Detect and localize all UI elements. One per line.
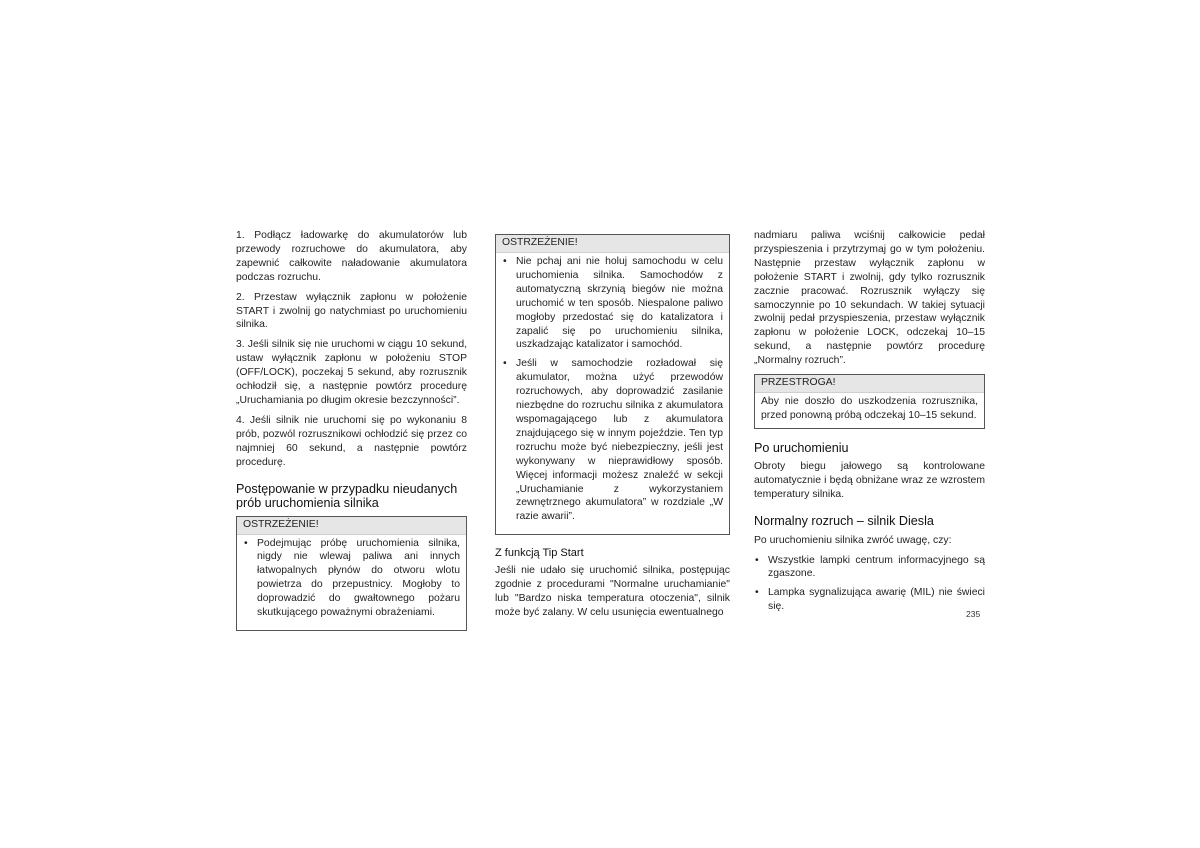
- column-middle: [495, 232, 730, 626]
- section-heading-failed-start: Postępowanie w przypadku nieudanych prób uruchomienia silnika: [236, 481, 458, 510]
- column-right: [754, 229, 985, 619]
- caution-body: Aby nie doszło do uszkodzenia rozrusznika, przed ponowną próbą odczekaj 10–15 sekund.: [761, 396, 978, 421]
- section-heading-diesel: Normalny rozruch – silnik Diesla: [754, 514, 934, 529]
- subheading-tip-start: Z funkcją Tip Start: [495, 547, 584, 560]
- warning-title: OSTRZEŻENIE!: [496, 235, 729, 253]
- diesel-intro: Po uruchomieniu silnika zwróć uwagę, czy:: [754, 534, 952, 546]
- after-start-paragraph: Obroty biegu jałowego są kontrolowane automatycznie i będą obniżane wraz ze wzrostem temperatury silnika.: [754, 461, 985, 501]
- warning-item: • Jeśli w samochodzie rozładował się akumulator, można użyć przewodów rozruchowych, aby doprowadzić zasilanie niezbędne do rozruchu silnika z akumulatora wspomagającego lub z akumulatora znajdującego się w innym pojeździe. Ten typ rozruchu może być niebezpieczny, jeśli jest wykonywany w nieprawidłowy sposób. Więcej informacji możesz znaleźć w sekcji „Uruchamianie z wykorzystaniem zewnętrznego akumulatora” w rozdziale „W razie awarii”.: [502, 357, 723, 524]
- step-1: 1. Podłącz ładowarkę do akumulatorów lub przewody rozruchowe do akumulatora, aby zapewnić całkowite naładowanie akumulatora podczas rozruchu.: [236, 230, 467, 283]
- caution-box: [754, 374, 985, 429]
- step-4: 4. Jeśli silnik nie uruchomi się po wykonaniu 8 prób, pozwól rozrusznikowi ochłodzić się przez co najmniej 60 sekund, a następnie powtórz procedurę.: [236, 414, 467, 468]
- page-number: 235: [966, 609, 981, 619]
- tip-start-paragraph: Jeśli nie udało się uruchomić silnika, postępując zgodnie z procedurami "Normalne uruchamianie" lub "Bardzo niska temperatura otoczenia", silnik może być zalany. W celu usunięcia ewentualnego: [495, 565, 730, 618]
- warning-list: [502, 255, 723, 524]
- checklist-item: • Wszystkie lampki centrum informacyjnego są zgaszone.: [754, 554, 985, 582]
- warning-box-towing: [495, 234, 730, 535]
- warning-box-fuel: [236, 516, 467, 631]
- step-3: 3. Jeśli silnik się nie uruchomi w ciągu 10 sekund, ustaw wyłącznik zapłonu w położeniu STOP (OFF/LOCK), poczekaj 5 sekund, aby rozrusznik ochłodził się, a następnie powtórz procedurę „Uruchamiania po długim okresie bezczynności”.: [236, 339, 467, 406]
- diesel-checklist: [754, 554, 985, 615]
- section-heading-after-start: Po uruchomieniu: [754, 440, 849, 455]
- warning-title: OSTRZEŻENIE!: [237, 517, 466, 535]
- warning-list: [243, 537, 460, 620]
- continued-paragraph: nadmiaru paliwa wciśnij całkowicie pedał przyspieszenia i przytrzymaj go w tym położeniu. Następnie przestaw wyłącznik zapłonu w położenie START i zwolnij, gdy tylko rozrusznik zacznie pracować. Rozrusznik wyłączy się samoczynnie po 10 sekundach. W takiej sytuacji zwolnij pedał przyspieszenia, przestaw wyłącznik zapłonu w położenie LOCK, odczekaj 10–15 sekund, a następnie powtórz procedurę „Normalny rozruch”.: [754, 230, 985, 367]
- column-left: [236, 229, 467, 639]
- warning-item: • Podejmując próbę uruchomienia silnika, nigdy nie wlewaj paliwa ani innych łatwopalnych płynów do otworu wlotu powietrza do przepustnicy. Mogłoby to doprowadzić do gwałtownego pożaru skutkującego poważnymi obrażeniami.: [243, 537, 460, 620]
- checklist-item: • Lampka sygnalizująca awarię (MIL) nie świeci się.: [754, 586, 985, 614]
- caution-title: PRZESTROGA!: [755, 375, 984, 393]
- step-2: 2. Przestaw wyłącznik zapłonu w położenie START i zwolnij go natychmiast po uruchomieniu silnika.: [236, 291, 467, 331]
- warning-item: • Nie pchaj ani nie holuj samochodu w celu uruchomienia silnika. Samochodów z automatyczną skrzynią biegów nie można uruchomić w ten sposób. Niespalone paliwo mogłoby przedostać się do katalizatora i zapalić się po uruchomieniu silnika, uszkadzając katalizator i samochód.: [502, 255, 723, 352]
